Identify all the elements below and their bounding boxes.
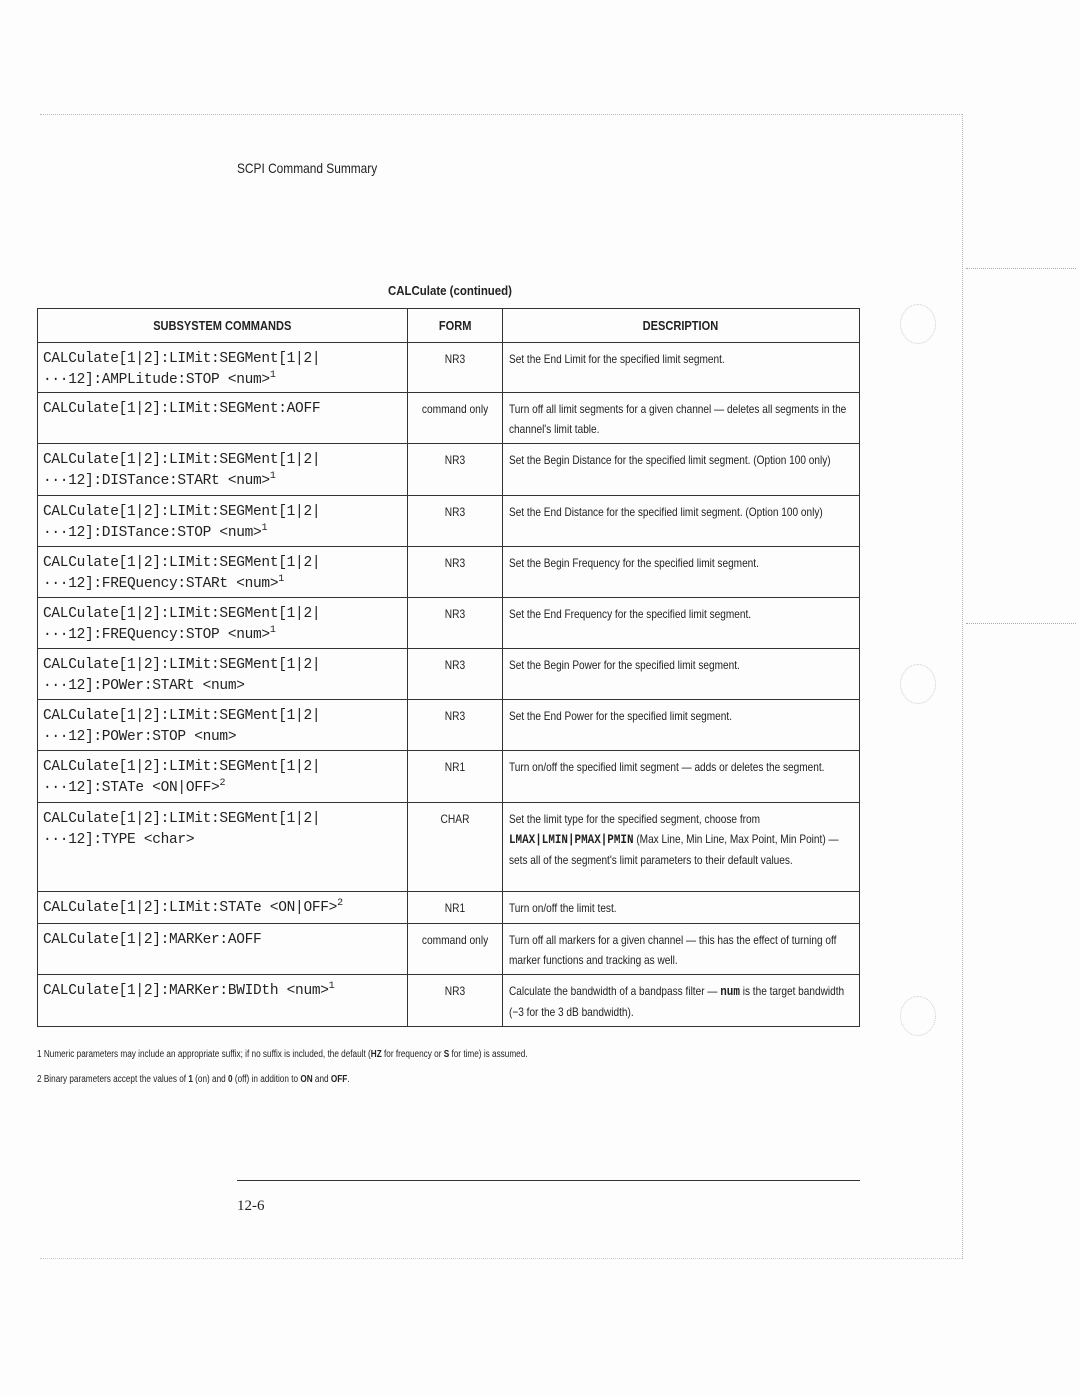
form-cell [407,393,502,444]
form-cell [407,892,502,924]
command-cell [38,444,408,496]
desc-text: (Max Line, Min Line, Max Point, Min Point) — sets all of the segment's limit parameters to their default values. [508,832,839,867]
command-cell [38,343,408,393]
command-line: CALCulate[1|2]:LIMit:SEGMent[1|2| [43,606,321,622]
punch-hole [900,304,936,344]
desc-text: Set the limit type for the specified segment, choose from [508,812,760,826]
form-cell [407,444,502,496]
desc-text: Set the End Distance for the specified limit segment. (Option 100 only) [508,505,823,519]
form-cell [407,343,502,393]
table-row [38,924,860,975]
command-line: ···12]:FREQuency:STOP <num> [43,627,270,643]
form-cell [407,700,502,751]
form-value: CHAR [440,812,470,826]
desc-text: Set the Begin Distance for the specified limit segment. (Option 100 only) [508,453,831,467]
command-cell [38,700,408,751]
description-cell [502,649,859,700]
command-cell [38,803,408,892]
punch-hole [900,996,936,1036]
table-row [38,975,860,1027]
col-header-commands: SUBSYSTEM COMMANDS [38,309,408,343]
description-cell [502,803,859,892]
form-cell [407,547,502,598]
form-value: NR3 [444,556,465,570]
desc-text: Set the Begin Frequency for the specified limit segment. [508,556,759,570]
col-header-description: DESCRIPTION [502,309,859,343]
desc-keyword: LMAX|LMIN|PMAX|PMIN [508,832,634,847]
desc-text: Turn off all limit segments for a given channel — deletes all segments in the channel's limit table. [508,402,847,436]
table-row [38,393,860,444]
footnote-ref: 2 [337,898,343,910]
form-cell [407,496,502,547]
table-row [38,700,860,751]
form-value: command only [421,402,488,416]
table-row [38,496,860,547]
desc-text: is the target bandwidth (−3 for the 3 dB bandwidth). [508,984,844,1019]
desc-text: Set the End Power for the specified limit segment. [508,709,732,723]
footnote-2: 2 Binary parameters accept the values of 1 (on) and 0 (off) in addition to ON and OFF. [37,1074,350,1085]
command-cell [38,924,408,975]
command-line: CALCulate[1|2]:LIMit:SEGMent:AOFF [43,401,321,417]
footer-rule [237,1180,860,1181]
footnote-ref: 1 [328,981,335,993]
description-cell [502,393,859,444]
running-header: SCPI Command Summary [237,160,378,176]
command-cell [38,496,408,547]
footnote-ref: 1 [269,370,276,382]
desc-text: Turn on/off the specified limit segment — adds or deletes the segment. [508,760,825,774]
desc-text: Set the End Limit for the specified limit segment. [508,352,725,366]
command-table [37,308,860,1027]
command-line: ···12]:FREQuency:STARt <num> [43,576,279,592]
footnote-ref: 1 [269,625,276,637]
command-line: ···12]:POWer:STARt <num> [43,678,245,694]
command-line: CALCulate[1|2]:MARKer:BWIDth <num> [43,983,329,999]
table-row [38,892,860,924]
form-value: NR3 [444,607,465,621]
command-line: ···12]:POWer:STOP <num> [43,729,237,745]
desc-text: Set the Begin Power for the specified limit segment. [508,658,740,672]
command-cell [38,751,408,803]
margin-mark [966,623,1076,624]
footnote-ref: 1 [278,574,284,586]
desc-text: Set the End Frequency for the specified limit segment. [508,607,751,621]
table-row [38,547,860,598]
command-line: CALCulate[1|2]:LIMit:SEGMent[1|2| [43,504,321,520]
form-cell [407,975,502,1027]
form-cell [407,803,502,892]
command-cell [38,892,408,924]
desc-text: Turn off all markers for a given channel — this has the effect of turning off marker functions and tracking as well. [508,933,837,967]
table-row [38,343,860,393]
table-caption: CALCulate (continued) [388,283,512,298]
margin-mark [966,268,1076,269]
table-row [38,444,860,496]
command-line: CALCulate[1|2]:LIMit:SEGMent[1|2| [43,555,321,571]
command-line: ···12]:STATe <ON|OFF> [43,780,220,796]
command-cell [38,598,408,649]
command-line: CALCulate[1|2]:LIMit:SEGMent[1|2| [43,759,321,775]
description-cell [502,496,859,547]
command-line: CALCulate[1|2]:MARKer:AOFF [43,932,262,948]
table-row [38,751,860,803]
command-line: CALCulate[1|2]:LIMit:SEGMent[1|2| [43,452,321,468]
table-row [38,803,860,892]
command-line: CALCulate[1|2]:LIMit:SEGMent[1|2| [43,811,321,827]
form-cell [407,751,502,803]
command-line: ···12]:TYPE <char> [43,832,195,848]
command-line: ···12]:DISTance:STOP <num> [43,525,262,541]
form-value: NR3 [444,709,465,723]
command-line: CALCulate[1|2]:LIMit:STATe <ON|OFF> [43,900,338,916]
punch-hole [900,664,936,704]
table-row [38,649,860,700]
form-cell [407,649,502,700]
form-cell [407,924,502,975]
form-value: NR1 [444,901,465,915]
description-cell [502,751,859,803]
command-line: CALCulate[1|2]:LIMit:SEGMent[1|2| [43,657,321,673]
scan-border-top [40,114,962,115]
desc-keyword: num [719,984,740,999]
description-cell [502,892,859,924]
description-cell [502,924,859,975]
footnote-1: 1 Numeric parameters may include an appropriate suffix; if no suffix is included, the default (HZ for frequency or S for time) is assumed. [37,1049,528,1060]
form-value: NR3 [444,658,465,672]
description-cell [502,975,859,1027]
form-value: NR3 [444,505,465,519]
desc-text: Turn on/off the limit test. [508,901,617,915]
form-value: NR3 [444,453,465,467]
description-cell [502,343,859,393]
form-value: NR3 [444,984,465,998]
command-cell [38,547,408,598]
form-cell [407,598,502,649]
command-cell [38,393,408,444]
command-line: CALCulate[1|2]:LIMit:SEGMent[1|2| [43,708,321,724]
form-value: NR3 [444,352,465,366]
footnote-ref: 1 [269,471,276,483]
description-cell [502,547,859,598]
command-line: ···12]:AMPLitude:STOP <num> [43,372,270,388]
footnote-ref: 1 [261,523,268,535]
command-line: ···12]:DISTance:STARt <num> [43,473,270,489]
footnote-ref: 2 [219,778,226,790]
scan-border-bottom [40,1258,962,1259]
description-cell [502,598,859,649]
description-cell [502,700,859,751]
scan-border-right [962,114,963,1259]
description-cell [502,444,859,496]
command-cell [38,975,408,1027]
command-cell [38,649,408,700]
page-number: 12-6 [237,1198,265,1214]
desc-text: Calculate the bandwidth of a bandpass filter — [508,984,720,998]
form-value: command only [421,933,488,947]
command-line: CALCulate[1|2]:LIMit:SEGMent[1|2| [43,351,321,367]
col-header-form: FORM [407,309,502,343]
form-value: NR1 [444,760,465,774]
table-row [38,598,860,649]
